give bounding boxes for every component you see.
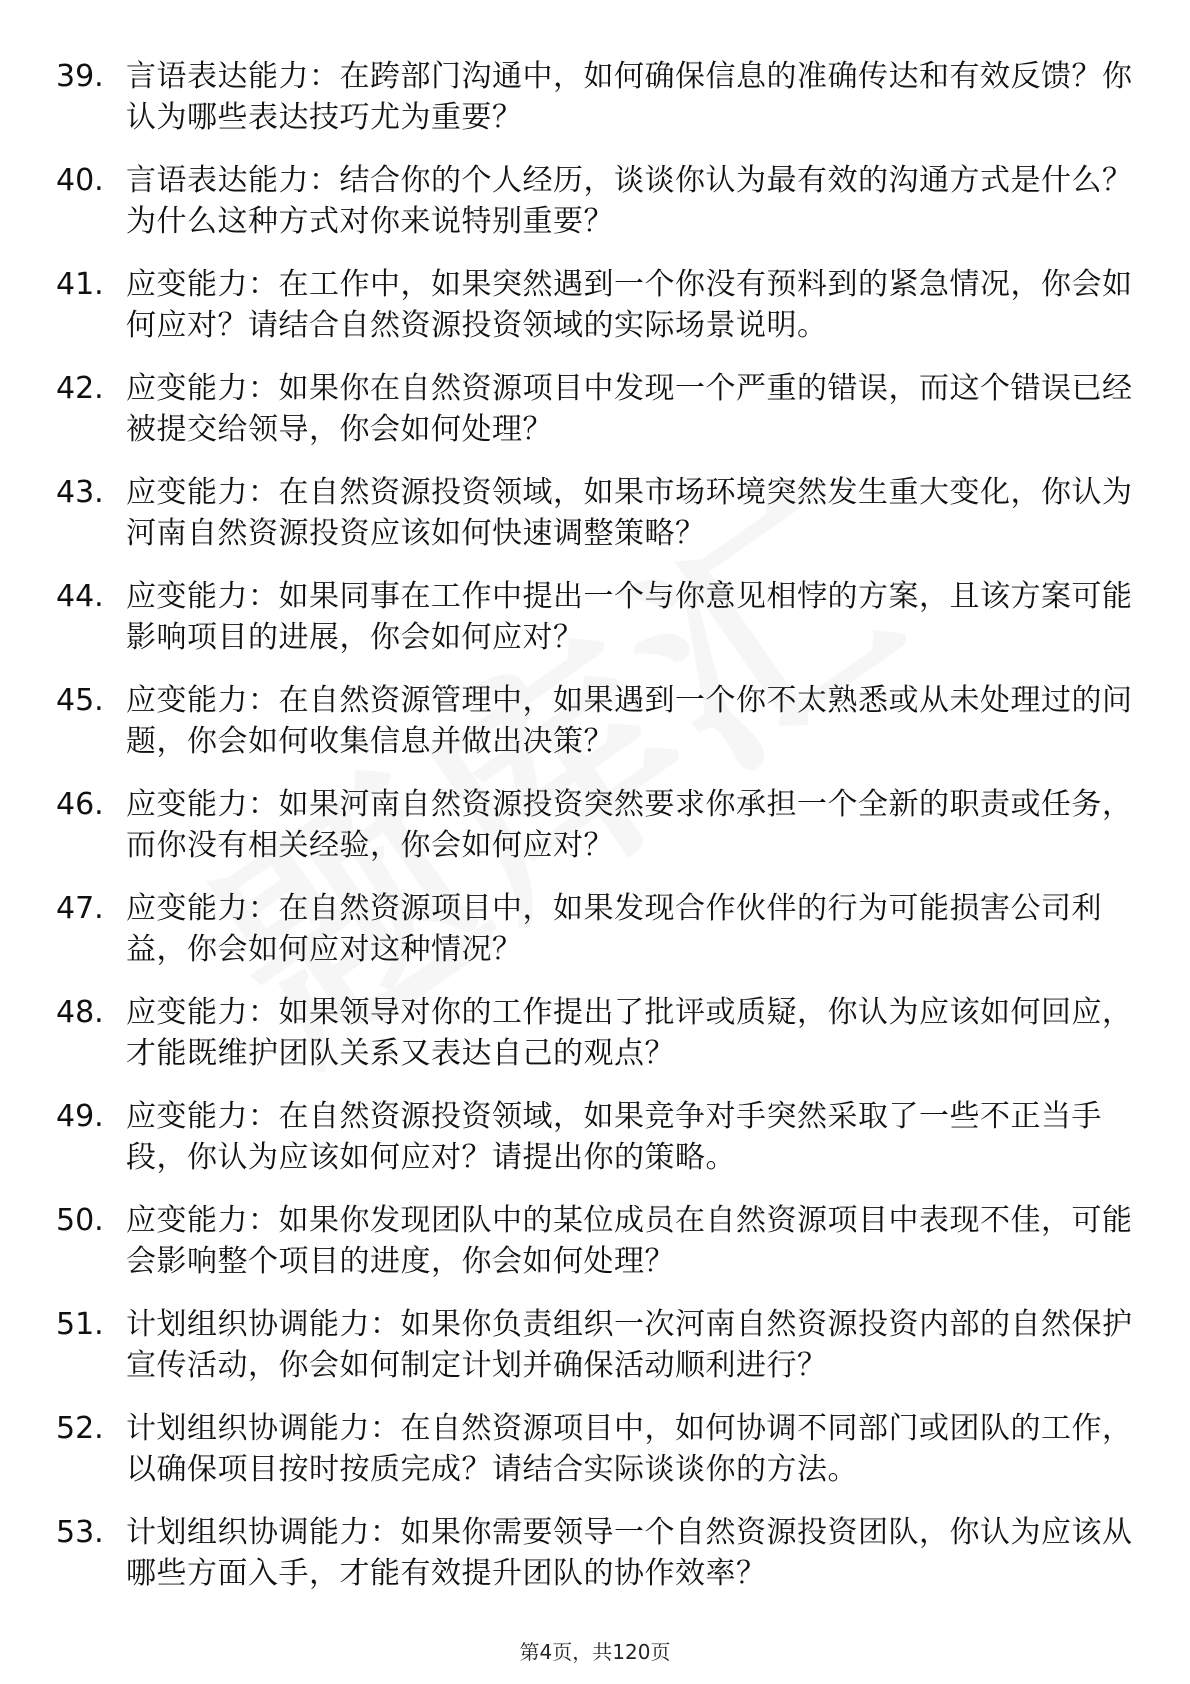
question-number: 44. (56, 579, 104, 614)
question-item (56, 1304, 1136, 1386)
question-text: 应变能力：如果同事在工作中提出一个与你意见相悖的方案，且该方案可能影响项目的进展，你会如何应对？ (126, 579, 1133, 655)
question-number: 47. (56, 891, 104, 926)
question-item (56, 888, 1136, 970)
question-number: 42. (56, 371, 104, 406)
question-number: 49. (56, 1099, 104, 1134)
page-footer: 第4页，共120页 (519, 1640, 671, 1664)
question-text: 计划组织协调能力：如果你负责组织一次河南自然资源投资内部的自然保护宣传活动，你会如何制定计划并确保活动顺利进行？ (126, 1307, 1133, 1383)
question-text: 应变能力：在自然资源管理中，如果遇到一个你不太熟悉或从未处理过的问题，你会如何收集信息并做出决策？ (126, 683, 1133, 759)
question-item (56, 576, 1136, 658)
question-number: 53. (56, 1515, 104, 1550)
question-item (56, 160, 1136, 242)
question-item (56, 1096, 1136, 1178)
question-text: 应变能力：如果河南自然资源投资突然要求你承担一个全新的职责或任务，而你没有相关经验，你会如何应对？ (126, 787, 1133, 863)
question-number: 39. (56, 59, 104, 94)
question-item (56, 1408, 1136, 1490)
question-text: 言语表达能力：在跨部门沟通中，如何确保信息的准确传达和有效反馈？你认为哪些表达技巧尤为重要？ (126, 59, 1133, 135)
question-number: 41. (56, 267, 104, 302)
question-list (56, 56, 1136, 1616)
question-item (56, 784, 1136, 866)
question-text: 言语表达能力：结合你的个人经历，谈谈你认为最有效的沟通方式是什么？为什么这种方式对你来说特别重要？ (126, 163, 1133, 239)
question-text: 应变能力：在工作中，如果突然遇到一个你没有预料到的紧急情况，你会如何应对？请结合自然资源投资领域的实际场景说明。 (126, 267, 1133, 343)
question-number: 45. (56, 683, 104, 718)
question-number: 52. (56, 1411, 104, 1446)
question-text: 应变能力：如果你发现团队中的某位成员在自然资源项目中表现不佳，可能会影响整个项目的进度，你会如何处理？ (126, 1203, 1133, 1279)
question-item (56, 472, 1136, 554)
question-text: 应变能力：在自然资源投资领域，如果竞争对手突然采取了一些不正当手段，你认为应该如何应对？请提出你的策略。 (126, 1099, 1102, 1175)
question-number: 51. (56, 1307, 104, 1342)
question-number: 48. (56, 995, 104, 1030)
question-item (56, 1200, 1136, 1282)
question-text: 计划组织协调能力：如果你需要领导一个自然资源投资团队，你认为应该从哪些方面入手，才能有效提升团队的协作效率？ (126, 1515, 1133, 1591)
question-text: 计划组织协调能力：在自然资源项目中，如何协调不同部门或团队的工作，以确保项目按时按质完成？请结合实际谈谈你的方法。 (126, 1411, 1133, 1487)
question-item (56, 56, 1136, 138)
question-item (56, 680, 1136, 762)
question-text: 应变能力：在自然资源投资领域，如果市场环境突然发生重大变化，你认为河南自然资源投资应该如何快速调整策略？ (126, 475, 1133, 551)
question-item (56, 1512, 1136, 1594)
question-text: 应变能力：如果你在自然资源项目中发现一个严重的错误，而这个错误已经被提交给领导，你会如何处理？ (126, 371, 1133, 447)
question-number: 50. (56, 1203, 104, 1238)
question-number: 40. (56, 163, 104, 198)
question-item (56, 264, 1136, 346)
question-item (56, 368, 1136, 450)
question-text: 应变能力：如果领导对你的工作提出了批评或质疑，你认为应该如何回应，才能既维护团队关系又表达自己的观点？ (126, 995, 1133, 1071)
question-text: 应变能力：在自然资源项目中，如果发现合作伙伴的行为可能损害公司利益，你会如何应对这种情况？ (126, 891, 1102, 967)
question-item (56, 992, 1136, 1074)
question-number: 46. (56, 787, 104, 822)
question-number: 43. (56, 475, 104, 510)
